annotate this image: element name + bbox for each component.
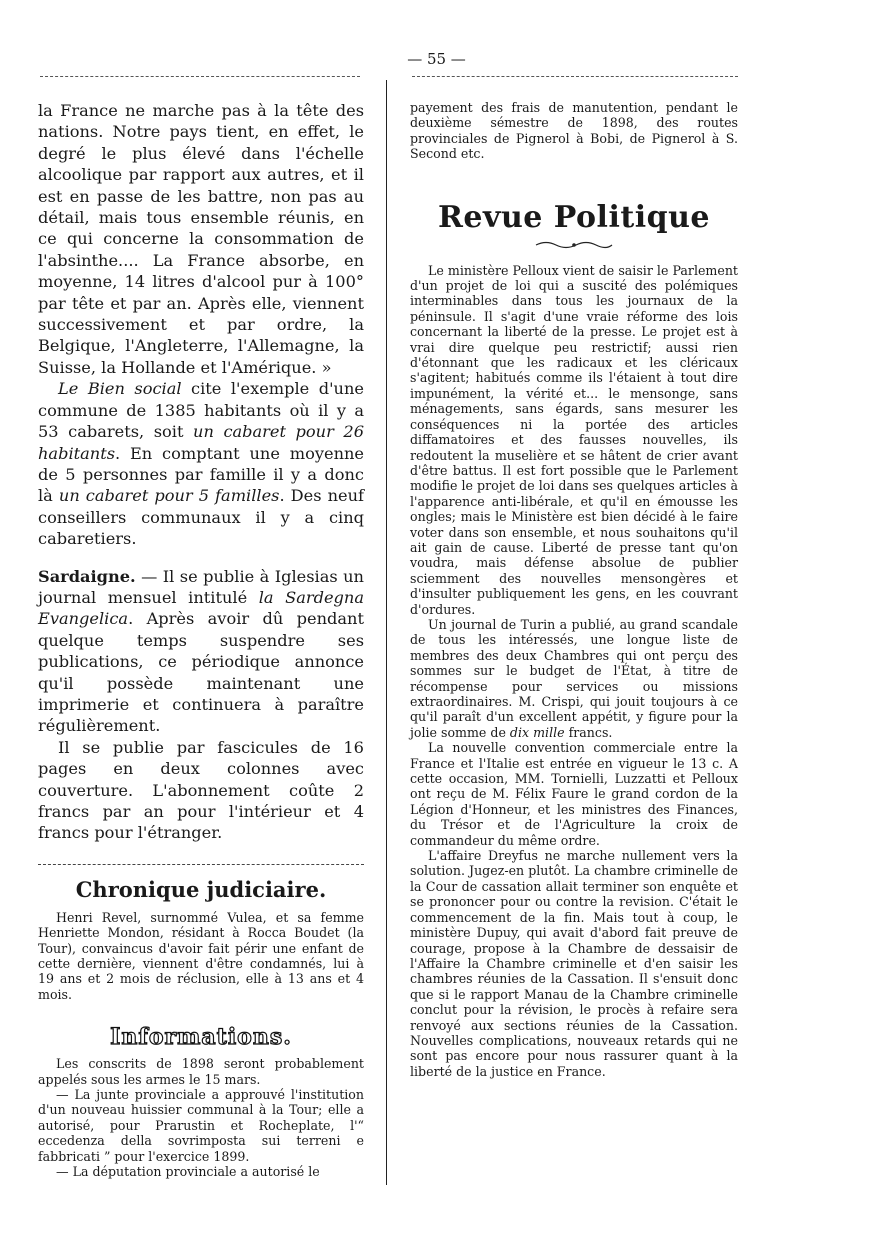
- page-number: — 55 —: [407, 50, 466, 68]
- info-paragraph-3: — La députation provinciale a autorisé le: [56, 1164, 320, 1180]
- revue-paragraph-3: La nouvelle convention commerciale entre la France et l'Italie est entrée en vigueur le 13 c. A cette occasion, MM. Tornielli, Luzzatti et Pelloux ont reçu de M. Félix Faure le grand cordon de la Légion d'Honneur, et les ministres des Finances, du Trésor et de l'Agriculture la croix de commandeur du même ordre.: [410, 740, 738, 848]
- revue-politique-title: Revue Politique: [438, 199, 710, 235]
- ornament-flourish-icon: [534, 239, 614, 251]
- continued-paragraph: payement des frais de manutention, pendant le deuxième sémestre de 1898, des routes provinciales de Pignerol à Bobi, de Pignerol à S. Second etc.: [410, 100, 738, 162]
- informations-title: Informations.: [110, 1024, 292, 1051]
- revue-paragraph-2: Un journal de Turin a publié, au grand scandale de tous les intéressés, une longue liste de membres des deux Chambres qui ont perçu des sommes sur le budget de l'État, à titre de récompense pour services ou missions extraordinaires. M. Crispi, qui jouit toujours à ce qu'il paraît d'un excellent appétit, y figure pour la jolie somme de dix mille francs.: [410, 616, 738, 740]
- top-rule-left: [40, 76, 360, 77]
- section-separator: [38, 864, 364, 865]
- column-divider: [386, 80, 387, 1185]
- left-column: [38, 100, 364, 1180]
- revue-paragraph-1: Le ministère Pelloux vient de saisir le Parlement d'un projet de loi qui a suscité des polémiques interminables dans tous les journaux de la péninsule. Il s'agit d'une vraie réforme des lois concernant la liberté de la presse. Le projet est à vrai dire quelque peu restrictif; aussi rien d'étonnant que les radicaux et les cléricaux s'agitent; habitués comme ils l'étaient à tout dire impunément, la vérité et... le mensonge, sans ménagements, sans égards, sans mesurer les conséquences ni la portée des articles diffamatoires et des fausses nouvelles, ils redoutent la muselière et se hâtent de crier avant d'être battus. Il est fort possible que le Parlement modifie le projet de loi dans ses quelques articles à l'apparence anti-libérale, et qu'il en émousse les ongles; mais le Ministère est bien décidé à le faire voter dans son ensemble, et nous souhaitons qu'il ait gain de cause. Liberté de presse tant qu'on voudra, mais défense absolue de publier sciemment des nouvelles mensongères et d'insulter publiquement les gens, en les couvrant d'ordures.: [410, 262, 738, 617]
- subscription-paragraph: Il se publie par fascicules de 16 pages en deux colonnes avec couverture. L'abonnement coûte 2 francs par an pour l'intérieur et 4 francs pour l'étranger.: [38, 737, 364, 843]
- chronique-title: Chronique judiciaire.: [75, 876, 327, 902]
- bien-social-paragraph: Le Bien social cite l'exemple d'une commune de 1385 habitants où il y a 53 cabarets, soit un cabaret pour 26 habitants. En comptant une moyenne de 5 personnes par famille il y a donc là un cabaret pour 5 familles. Des neuf conseillers communaux il y a cinq cabaretiers.: [38, 379, 364, 549]
- revue-paragraph-4: L'affaire Dreyfus ne marche nullement vers la solution. Jugez-en plutôt. La chambre criminelle de la Cour de cassation allait terminer son enquête et se prononcer pour ou contre la revision. C'était le commencement de la fin. Mais tout à coup, le ministère Dupuy, qui avait d'abord fait preuve de courage, propose à la Chambre de dessaisir de l'Affaire la Chambre criminelle et d'en saisir les chambres réunies de la Cassation. Il s'ensuit donc que si le rapport Manau de la Chambre criminelle conclut pour la révision, le procès à refaire sera renvoyé aux sections réunies de la Cassation. Nouvelles complications, nouveaux retards qui ne sont pas encore pour nous rassurer quant à la liberté de la justice en France.: [410, 848, 738, 1079]
- bien-social-title: Le Bien social: [58, 379, 182, 399]
- sardaigne-heading: Sardaigne.: [38, 566, 136, 586]
- info-paragraph-2: — La junte provinciale a approuvé l'institution d'un nouveau huissier communal à la Tour; elle a autorisé, pour Prarustin et Rocheplate, l'“ eccedenza della sovrimposta sui terreni e fabbricati ” pour l'exercice 1899.: [38, 1087, 364, 1164]
- info-paragraph-1: Les conscrits de 1898 seront probablement appelés sous les armes le 15 mars.: [38, 1056, 364, 1087]
- chronique-text: Henri Revel, surnommé Vulea, et sa femme Henriette Mondon, résidant à Rocca Boudet (la Tour), convaincus d'avoir fait périr une enfant de cette dernière, viennent d'être condamnés, lui à 19 ans et 2 mois de réclusion, elle à 13 ans et 4 mois.: [38, 909, 364, 1002]
- top-rule-right: [412, 76, 738, 77]
- right-column: [410, 100, 738, 1079]
- sardaigne-paragraph: Sardaigne. — Il se publie à Iglesias un journal mensuel intitulé la Sardegna Evangelica. Après avoir dû pendant quelque temps suspendre ses publications, ce périodique annonce qu'il possède maintenant une imprimerie et continuera à paraître régulièrement.: [38, 566, 364, 736]
- alcohol-paragraph: la France ne marche pas à la tête des nations. Notre pays tient, en effet, le degré le plus élevé dans l'échelle alcoolique par rapport aux autres, et il est en passe de les battre, non pas au détail, mais tous ensemble réunis, en ce qui concerne la consommation de l'absinthe.... La France absorbe, en moyenne, 14 litres d'alcool pur à 100° par tête et par an. Après elle, viennent successivement et par ordre, la Belgique, l'Angleterre, l'Allemagne, la Suisse, la Hollande et l'Amérique. »: [38, 101, 364, 377]
